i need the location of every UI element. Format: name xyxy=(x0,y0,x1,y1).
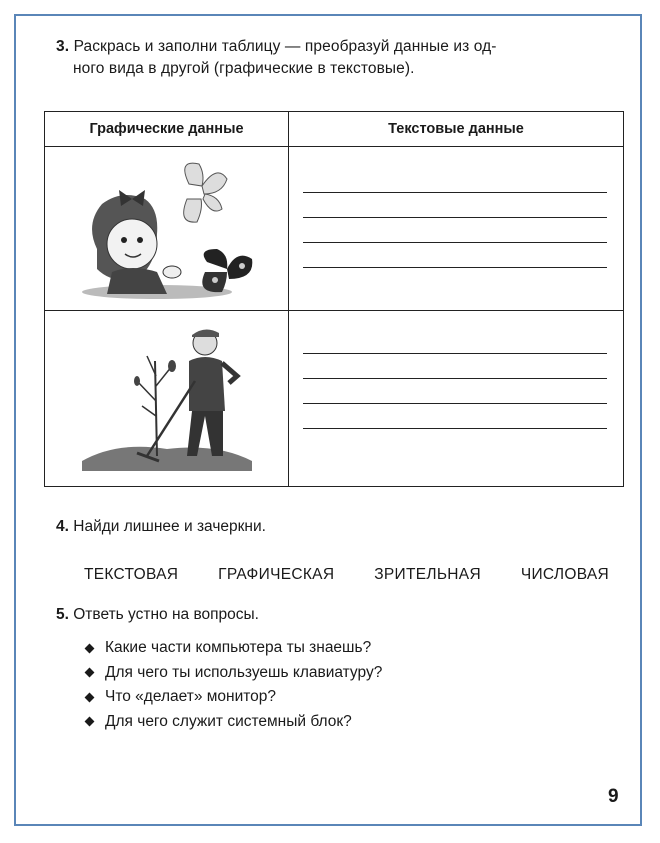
diamond-bullet-icon xyxy=(85,668,95,678)
cell-image-girl xyxy=(45,147,289,311)
page-number: 9 xyxy=(608,786,619,807)
col-header-graphic: Графические данные xyxy=(45,112,289,147)
question-item: Что «делает» монитор? xyxy=(86,685,382,710)
answer-line[interactable] xyxy=(303,329,607,354)
answer-line[interactable] xyxy=(303,379,607,404)
task-5-number: 5. xyxy=(56,606,69,623)
question-list xyxy=(86,636,382,734)
task-3-text-line2: ного вида в другой (графические в текстовые). xyxy=(73,60,415,77)
diamond-bullet-icon xyxy=(85,717,95,727)
task-5-text: Ответь устно на вопросы. xyxy=(73,606,259,623)
girl-butterflies-illustration xyxy=(77,154,257,304)
word-item[interactable]: ГРАФИЧЕСКАЯ xyxy=(218,566,335,583)
col-header-text: Текстовые данные xyxy=(289,112,624,147)
cell-image-man xyxy=(45,311,289,487)
diamond-bullet-icon xyxy=(85,643,95,653)
task-3-number: 3. xyxy=(56,38,70,55)
word-list xyxy=(84,566,609,584)
answer-line[interactable] xyxy=(303,218,607,243)
workbook-page xyxy=(14,14,642,826)
word-item[interactable]: ЗРИТЕЛЬНАЯ xyxy=(374,566,481,583)
task-4-text: Найди лишнее и зачеркни. xyxy=(73,518,266,535)
task-3-text-line1: Раскрась и заполни таблицу — преобразуй данные из од- xyxy=(73,38,497,55)
task-5 xyxy=(56,606,259,624)
answer-line[interactable] xyxy=(303,354,607,379)
man-raking-illustration xyxy=(77,321,257,476)
task-4-number: 4. xyxy=(56,518,69,535)
question-item: Для чего служит системный блок? xyxy=(86,710,382,735)
answer-line[interactable] xyxy=(303,404,607,429)
answer-line[interactable] xyxy=(303,243,607,268)
answer-line[interactable] xyxy=(303,193,607,218)
answer-line[interactable] xyxy=(303,168,607,193)
word-item[interactable]: ЧИСЛОВАЯ xyxy=(520,566,609,583)
cell-answer-lines-2[interactable] xyxy=(289,311,624,487)
task-4 xyxy=(56,518,266,536)
task-3 xyxy=(56,36,641,80)
question-item: Какие части компьютера ты знаешь? xyxy=(86,636,382,661)
cell-answer-lines-1[interactable] xyxy=(289,147,624,311)
data-table xyxy=(44,111,624,487)
question-item: Для чего ты используешь клавиатуру? xyxy=(86,661,382,686)
diamond-bullet-icon xyxy=(85,692,95,702)
word-item[interactable]: ТЕКСТОВАЯ xyxy=(84,566,179,583)
